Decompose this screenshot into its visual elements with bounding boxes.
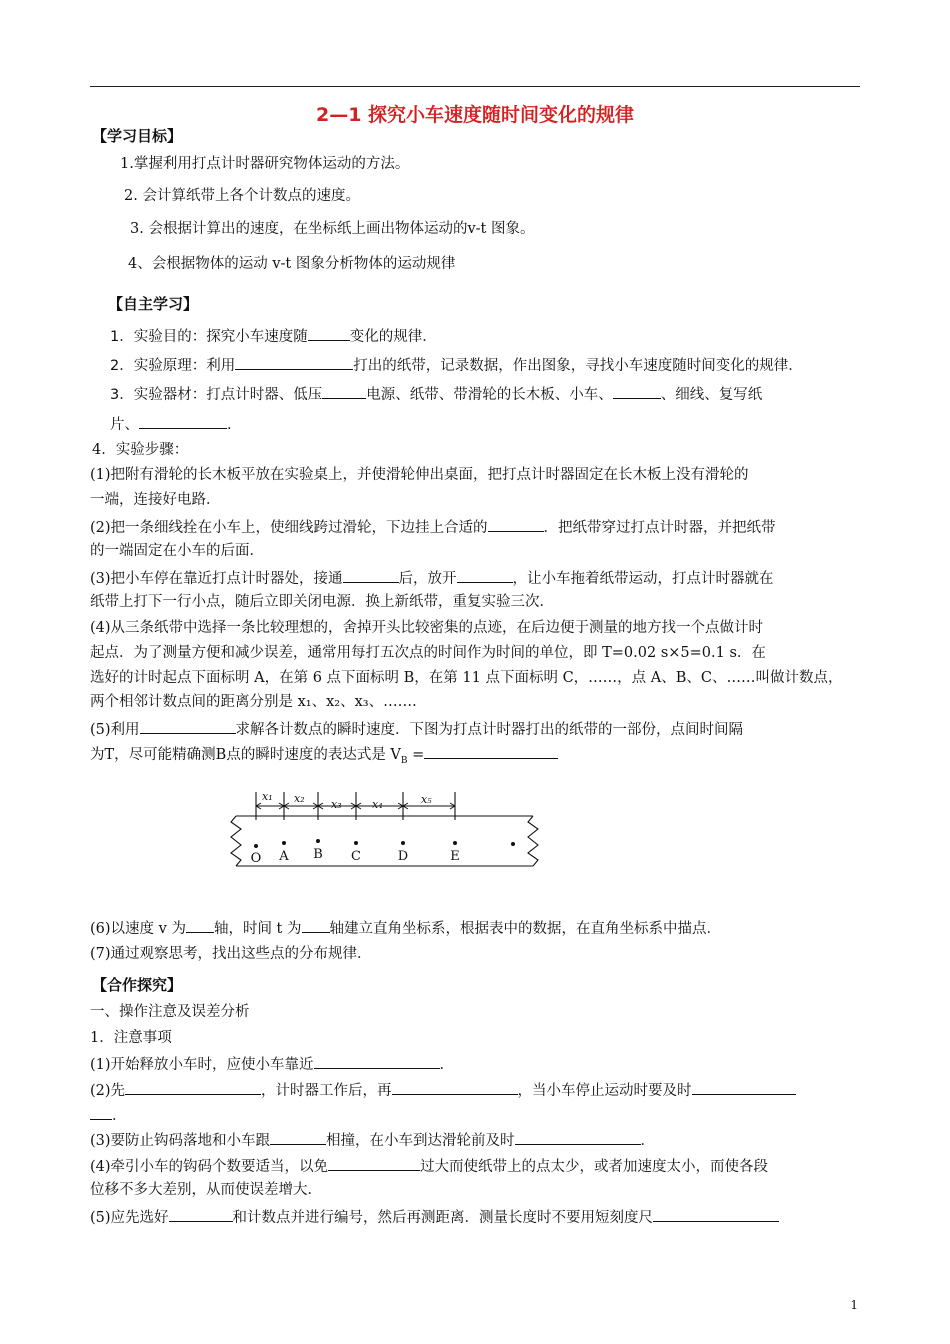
page-title: 2—1 探究小车速度随时间变化的规律 xyxy=(315,104,635,126)
note-4 xyxy=(90,1155,768,1177)
fill-blank[interactable] xyxy=(653,1206,779,1222)
point-c-dot xyxy=(354,841,358,845)
segment-label-x4: x₄ xyxy=(372,798,383,811)
text: . xyxy=(227,417,232,433)
text: 3．实验器材：打点计时器、低压 xyxy=(110,387,323,403)
text: (1)开始释放小车时，应使小车靠近 xyxy=(90,1057,314,1073)
tape-right-tear xyxy=(528,816,538,866)
step-1b: 一端，连接好电路． xyxy=(90,492,221,508)
paper-tape-diagram xyxy=(228,786,558,876)
fill-blank[interactable] xyxy=(392,1079,518,1095)
goal-item-2: 2. 会计算纸带上各个计数点的速度。 xyxy=(124,188,360,204)
text: (6)以速度 v 为 xyxy=(90,921,186,937)
goals-heading: 【学习目标】 xyxy=(92,127,183,145)
segment-label-x5: x₅ xyxy=(421,793,432,806)
fill-blank[interactable] xyxy=(270,1129,326,1145)
fill-blank[interactable] xyxy=(515,1129,641,1145)
coop-sub-heading: 一、操作注意及误差分析 xyxy=(90,1004,250,1020)
fill-blank[interactable] xyxy=(692,1079,796,1095)
text: (4)牵引小车的钩码个数要适当，以免 xyxy=(90,1159,329,1175)
fill-blank[interactable] xyxy=(125,1079,261,1095)
fill-blank[interactable] xyxy=(457,567,513,583)
subscript: B xyxy=(400,755,408,766)
fill-blank[interactable] xyxy=(328,1155,420,1171)
step-4c: 选好的计时起点下面标明 A，在第 6 点下面标明 B，在第 11 点下面标明 C，……，点 A、B、C、……叫做计数点， xyxy=(90,670,843,686)
step-6 xyxy=(90,917,721,939)
note-4-cont: 位移不多大差别，从而使误差增大． xyxy=(90,1182,322,1198)
point-e-dot xyxy=(453,841,457,845)
step-4a: (4)从三条纸带中选择一条比较理想的，舍掉开头比较密集的点迹，在后边便于测量的地方找一个点做计时 xyxy=(90,620,764,636)
point-label-a: A xyxy=(279,849,289,864)
fill-blank[interactable] xyxy=(186,917,214,933)
text: 、细线、复写纸 xyxy=(660,387,763,403)
text: 变化的规律． xyxy=(349,329,437,345)
note-3 xyxy=(90,1129,655,1151)
point-a-dot xyxy=(282,841,286,845)
fill-blank[interactable] xyxy=(308,325,350,341)
fill-blank[interactable] xyxy=(90,1104,112,1120)
coop-heading: 【合作探究】 xyxy=(92,976,183,994)
step-7: (7)通过观察思考，找出这些点的分布规律． xyxy=(90,946,372,962)
note-5 xyxy=(90,1206,779,1228)
text: ，当小车停止运动时要及时 xyxy=(517,1083,692,1099)
self-study-line-2 xyxy=(110,354,803,376)
fill-blank[interactable] xyxy=(169,1206,233,1222)
self-study-line-3 xyxy=(110,383,762,405)
arrow-x1 xyxy=(256,803,284,809)
step-3d: 纸带上打下一行小点，随后立即关闭电源．换上新纸带，重复实验三次． xyxy=(90,594,554,610)
steps-heading: 4．实验步骤： xyxy=(92,442,189,458)
segment-label-x2: x₂ xyxy=(294,792,305,805)
step-5c xyxy=(90,743,558,771)
fill-blank[interactable] xyxy=(322,383,366,399)
page-number: 1 xyxy=(850,1298,858,1312)
point-label-o: O xyxy=(250,851,262,866)
text: (5)应先选好 xyxy=(90,1210,169,1226)
tape-left-tear xyxy=(231,816,241,866)
text: 轴建立直角坐标系，根据表中的数据，在直角坐标系中描点． xyxy=(329,921,721,937)
point-d-dot xyxy=(401,841,405,845)
fill-blank[interactable] xyxy=(488,516,544,532)
step-2c: 的一端固定在小车的后面． xyxy=(90,543,264,559)
point-label-e: E xyxy=(450,849,460,864)
text: ． xyxy=(112,1108,127,1124)
text: 片、 xyxy=(110,417,139,433)
fill-blank[interactable] xyxy=(613,383,661,399)
goal-item-1: 1.掌握利用打点计时器研究物体运动的方法。 xyxy=(120,156,410,172)
text: 过大而使纸带上的点太少，或者加速度太小，而使各段 xyxy=(420,1159,769,1175)
fill-blank[interactable] xyxy=(235,354,353,370)
fill-blank[interactable] xyxy=(424,743,558,759)
text: 打出的纸带，记录数据，作出图象，寻找小车速度随时间变化的规律． xyxy=(353,358,803,374)
note-2-cont xyxy=(90,1104,127,1126)
goal-item-4: 4、会根据物体的运动 v-t 图象分析物体的运动规律 xyxy=(128,256,456,272)
point-b-dot xyxy=(316,839,320,843)
text: 相撞，在小车到达滑轮前及时 xyxy=(326,1133,515,1149)
text: ．把纸带穿过打点计时器，并把纸带 xyxy=(543,520,776,536)
text: (3)要防止钩码落地和小车跟 xyxy=(90,1133,271,1149)
text: ，计时器工作后，再 xyxy=(261,1083,392,1099)
step-4b: 起点．为了测量方便和减少误差，通常用每打五次点的时间作为时间的单位，即 T=0.02 s×5=0.1 s．在 xyxy=(90,645,766,661)
text: 2．实验原理：利用 xyxy=(110,358,236,374)
point-o-dot xyxy=(254,844,258,848)
notes-heading: 1．注意事项 xyxy=(90,1030,172,1046)
extra-dot xyxy=(511,842,515,846)
fill-blank[interactable] xyxy=(140,718,236,734)
text: ． xyxy=(439,1057,455,1073)
step-3a xyxy=(90,567,774,589)
goal-item-3: 3. 会根据计算出的速度，在坐标纸上画出物体运动的v-t 图象。 xyxy=(130,221,535,237)
text: 后，放开 xyxy=(398,571,457,587)
text: = xyxy=(407,747,425,763)
fill-blank[interactable] xyxy=(139,413,227,429)
note-1 xyxy=(90,1053,454,1075)
text: 和计数点并进行编号，然后再测距离．测量长度时不要用短刻度尺 xyxy=(232,1210,654,1226)
self-study-line-4 xyxy=(110,413,232,435)
segment-label-x3: x₃ xyxy=(331,798,342,811)
text: (3)把小车停在靠近打点计时器处，接通 xyxy=(90,571,343,587)
tape-outline xyxy=(231,816,538,866)
text: ． xyxy=(640,1133,656,1149)
fill-blank[interactable] xyxy=(302,917,330,933)
text: 为T，尽可能精确测B点的瞬时速度的表达式是 V xyxy=(90,747,401,763)
fill-blank[interactable] xyxy=(314,1053,440,1069)
note-2 xyxy=(90,1079,796,1101)
header-rule xyxy=(90,86,860,87)
self-study-line-1 xyxy=(110,325,437,347)
fill-blank[interactable] xyxy=(343,567,399,583)
point-label-d: D xyxy=(397,849,409,864)
step-2a xyxy=(90,516,776,538)
text: 电源、纸带、带滑轮的长木板、小车、 xyxy=(366,387,613,403)
point-label-b: B xyxy=(313,847,323,862)
text: ，让小车拖着纸带运动，打点计时器就在 xyxy=(512,571,774,587)
text: 求解各计数点的瞬时速度．下图为打点计时器打出的纸带的一部份，点间时间隔 xyxy=(235,722,744,738)
text: (2)先 xyxy=(90,1083,126,1099)
text: (2)把一条细线拴在小车上，使细线跨过滑轮，下边挂上合适的 xyxy=(90,520,488,536)
text: 轴，时间 t 为 xyxy=(213,921,302,937)
step-4d: 两个相邻计数点间的距离分别是 x₁、x₂、x₃、……. xyxy=(90,694,417,710)
segment-label-x1: x₁ xyxy=(262,790,273,803)
step-1a: (1)把附有滑轮的长木板平放在实验桌上，并使滑轮伸出桌面，把打点计时器固定在长木板上没有滑轮的 xyxy=(90,467,749,483)
step-5a xyxy=(90,718,743,740)
self-study-heading: 【自主学习】 xyxy=(108,295,199,313)
text: (5)利用 xyxy=(90,722,140,738)
point-label-c: C xyxy=(351,849,361,864)
text: 1．实验目的：探究小车速度随 xyxy=(110,329,308,345)
